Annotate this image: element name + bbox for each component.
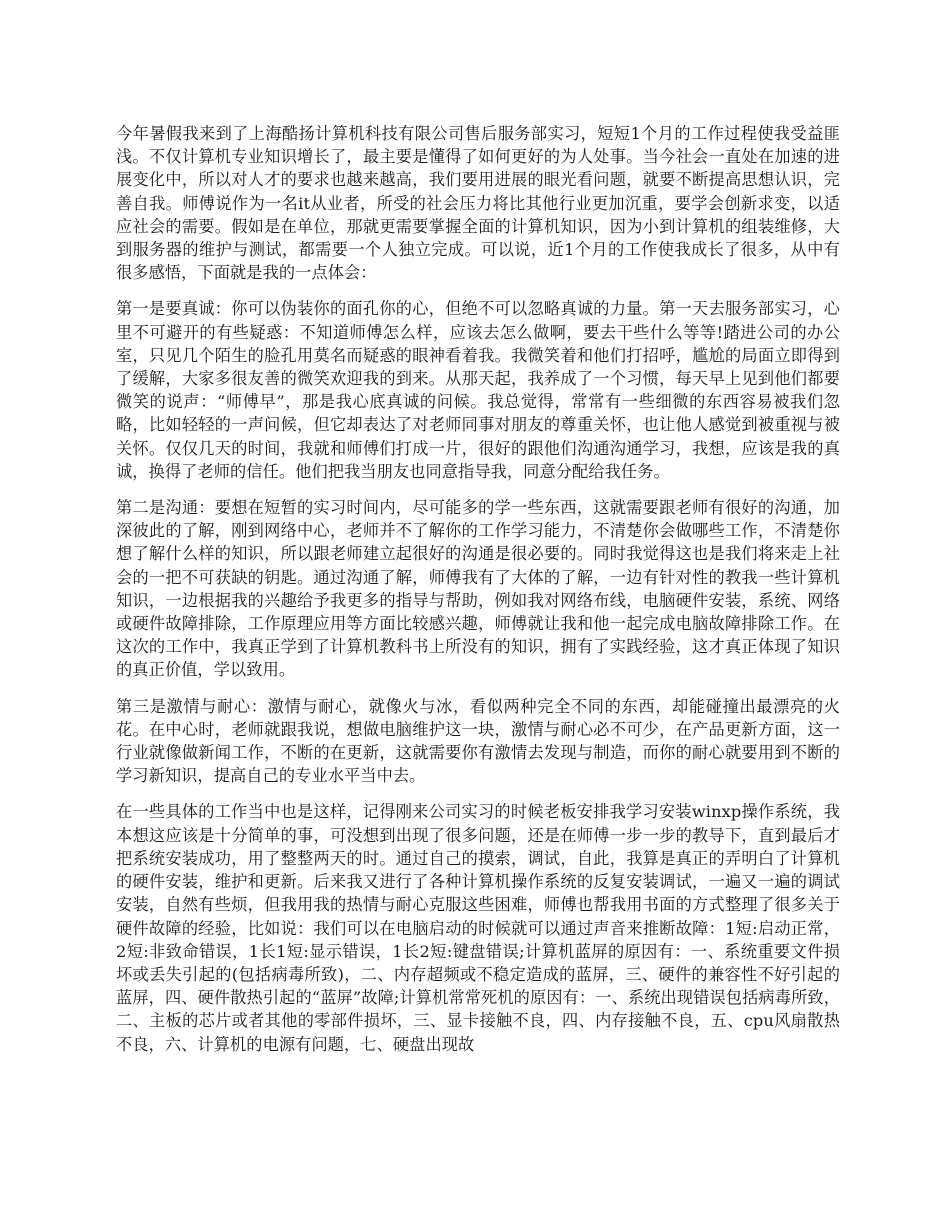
paragraph-sincerity: 第一是要真诚：你可以伪装你的面孔你的心，但绝不可以忽略真诚的力量。第一天去服务部实习，心里不可避开的有些疑惑：不知道师傅怎么样，应该去怎么做啊，要去干些什么等等!踏进公司的办公室，只见几个陌生的脸孔用莫名而疑惑的眼神看着我。我微笑着和他们打招呼，尴尬的局面立即得到了缓解，大家多很友善的微笑欢迎我的到来。从那天起，我养成了一个习惯，每天早上见到他们都要微笑的说声：“师傅早”，那是我心底真诚的问候。我总觉得，常常有一些细微的东西容易被我们忽略，比如轻轻的一声问候，但它却表达了对老师同事对朋友的尊重关怀，也让他人感觉到被重视与被关怀。仅仅几天的时间，我就和师傅们打成一片，很好的跟他们沟通沟通学习，我想，应该是我的真诚，换得了老师的信任。他们把我当朋友也同意指导我，同意分配给我任务。 (116, 299, 840, 481)
paragraph-passion-patience: 第三是激情与耐心：激情与耐心，就像火与冰，看似两种完全不同的东西，却能碰撞出最漂亮的火花。在中心时，老师就跟我说，想做电脑维护这一块，激情与耐心必不可少，在产品更新方面，这一行业就像做新闻工作，不断的在更新，这就需要你有激情去发现与制造，而你的耐心就要用到不断的学习新知识，提高自己的专业水平当中去。 (116, 696, 840, 786)
paragraph-communication: 第二是沟通：要想在短暂的实习时间内，尽可能多的学一些东西，这就需要跟老师有很好的沟通，加深彼此的了解，刚到网络中心，老师并不了解你的工作学习能力，不清楚你会做哪些工作，不清楚你想了解什么样的知识，所以跟老师建立起很好的沟通是很必要的。同时我觉得这也是我们将来走上社会的一把不可获缺的钥匙。通过沟通了解，师傅我有了大体的了解，一边有针对性的教我一些计算机知识，一边根据我的兴趣给予我更多的指导与帮助，例如我对网络布线，电脑硬件安装，系统、网络或硬件故障排除，工作原理应用等方面比较感兴趣，师傅就让我和他一起完成电脑故障排除工作。在这次的工作中，我真正学到了计算机教科书上所没有的知识，拥有了实践经验，这才真正体现了知识的真正价值，学以致用。 (116, 498, 840, 680)
paragraph-intro: 今年暑假我来到了上海酷扬计算机科技有限公司售后服务部实习，短短1个月的工作过程使我受益匪浅。不仅计算机专业知识增长了，最主要是懂得了如何更好的为人处事。当今社会一直处在加速的进展变化中，所以对人才的要求也越来越高，我们要用进展的眼光看问题，就要不断提高思想认识，完善自我。师傅说作为一名it从业者，所受的社会压力将比其他行业更加沉重，要学会创新求变，以适应社会的需要。假如是在单位，那就更需要掌握全面的计算机知识，因为小到计算机的组装维修，大到服务器的维护与测试，都需要一个人独立完成。可以说，近1个月的工作使我成长了很多，从中有很多感悟，下面就是我的一点体会： (116, 124, 840, 283)
document-body (116, 122, 840, 1069)
paragraph-practice: 在一些具体的工作当中也是这样，记得刚来公司实习的时候老板安排我学习安装winxp操作系统，我本想这应该是十分简单的事，可没想到出现了很多问题，还是在师傅一步一步的教导下，直到最后才把系统安装成功，用了整整两天的时。通过自己的摸索，调试，自此，我算是真正的弄明白了计算机的硬件安装，维护和更新。后来我又进行了各种计算机操作系统的反复安装调试，一遍又一遍的调试安装，自然有些烦，但我用我的热情与耐心克服这些困难，师傅也帮我用书面的方式整理了很多关于硬件故障的经验，比如说：我们可以在电脑启动的时候就可以通过声音来推断故障：1短:启动正常，2短:非致命错误，1长1短:显示错误，1长2短:键盘错误;计算机蓝屏的原因有：一、系统重要文件损坏或丢失引起的(包括病毒所致)，二、内存超频或不稳定造成的蓝屏，三、硬件的兼容性不好引起的蓝屏，四、硬件散热引起的“蓝屏”故障;计算机常常死机的原因有：一、系统出现错误包括病毒所致，二、主板的芯片或者其他的零部件损坏，三、显卡接触不良，四、内存接触不良，五、cpu风扇散热不良，六、计算机的电源有问题，七、硬盘出现故 (116, 802, 840, 1054)
